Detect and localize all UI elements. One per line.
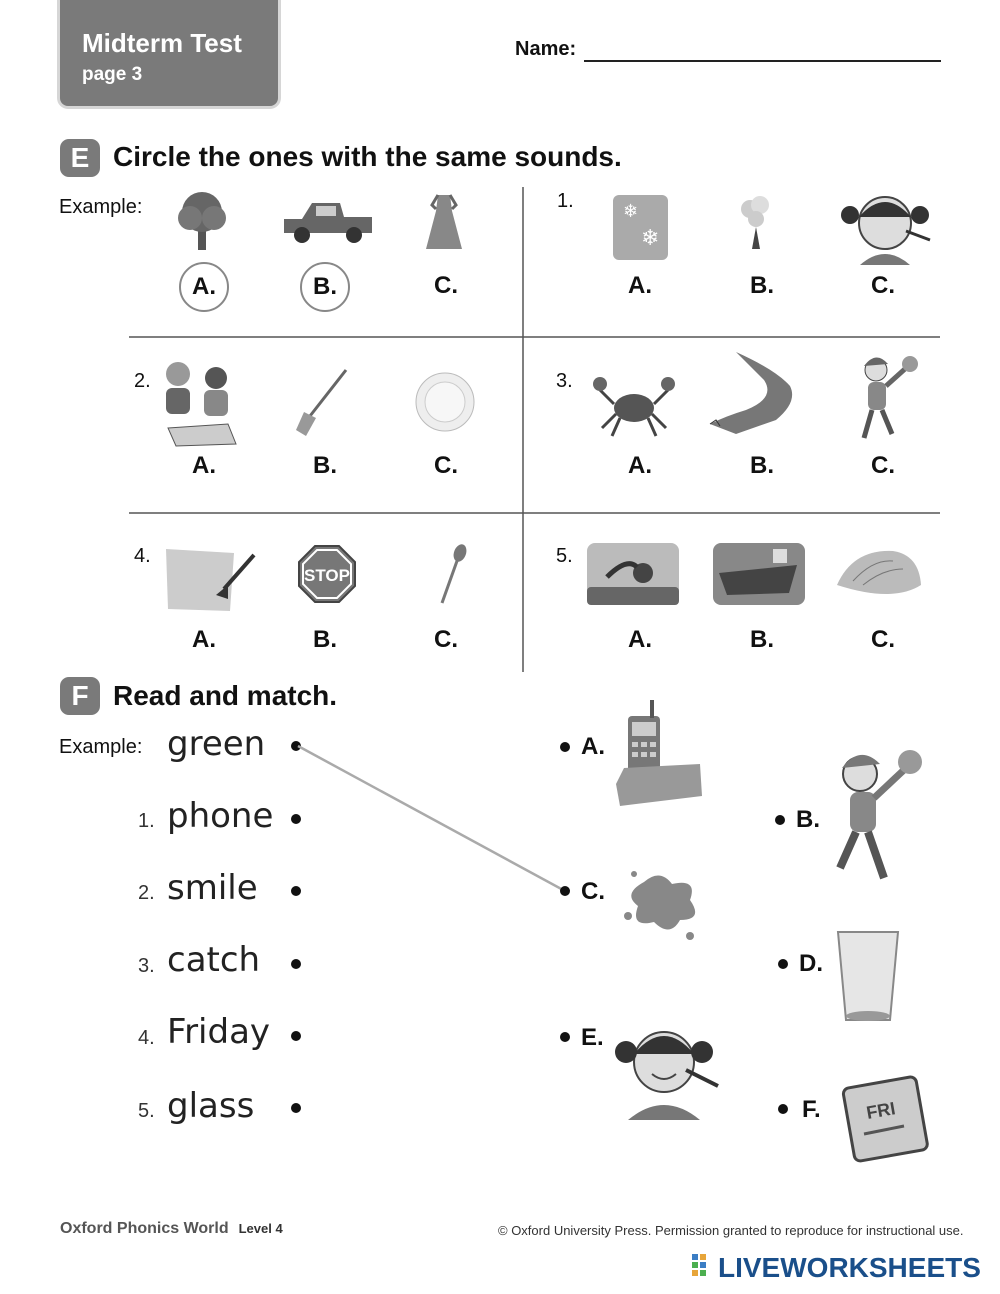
svg-text:FRI: FRI xyxy=(864,1098,897,1123)
calendar-friday-icon xyxy=(840,1072,930,1162)
answer-label-f: F. xyxy=(802,1096,821,1123)
q5-option-c[interactable]: C. xyxy=(871,626,895,653)
liveworksheets-logo-icon xyxy=(692,1254,714,1276)
answer-dot-d[interactable] xyxy=(778,959,788,969)
girl-smiling-icon xyxy=(612,1014,722,1120)
q4-option-b[interactable]: B. xyxy=(313,626,337,653)
question-4-number: 4. xyxy=(134,545,151,567)
section-f-badge: F xyxy=(60,677,100,715)
example-option-b[interactable]: B. xyxy=(300,262,350,312)
q1-option-c[interactable]: C. xyxy=(871,272,895,299)
section-e-badge: E xyxy=(60,139,100,177)
match-num-1: 1. xyxy=(138,810,155,832)
q3-option-a[interactable]: A. xyxy=(628,452,652,479)
match-word-3: catch xyxy=(167,940,261,980)
match-num-5: 5. xyxy=(138,1100,155,1122)
match-example-label: Example: xyxy=(59,736,143,758)
svg-text:STOP: STOP xyxy=(304,566,350,585)
match-word-5: glass xyxy=(167,1086,255,1126)
liveworksheets-watermark: LIVEWORKSHEETS xyxy=(718,1252,981,1283)
match-word-1: phone xyxy=(167,796,274,836)
footer-level: Level 4 xyxy=(238,1221,283,1236)
footer-brand xyxy=(60,1220,283,1238)
answer-dot-b[interactable] xyxy=(775,815,785,825)
answer-dot-a[interactable] xyxy=(560,742,570,752)
answer-dot-f[interactable] xyxy=(778,1104,788,1114)
match-num-4: 4. xyxy=(138,1027,155,1049)
example-option-a[interactable]: A. xyxy=(179,262,229,312)
svg-text:❄: ❄ xyxy=(623,201,639,222)
phone-icon xyxy=(614,698,704,810)
q2-option-c[interactable]: C. xyxy=(434,452,458,479)
q4-option-c[interactable]: C. xyxy=(434,626,458,653)
q2-option-b[interactable]: B. xyxy=(313,452,337,479)
q4-option-a[interactable]: A. xyxy=(192,626,216,653)
footer-copyright: © Oxford University Press. Permission granted to reproduce for instructional use. xyxy=(498,1223,964,1238)
answer-label-a: A. xyxy=(581,733,605,760)
q1-option-a[interactable]: A. xyxy=(628,272,652,299)
name-label: Name: xyxy=(515,38,577,60)
q5-option-b[interactable]: B. xyxy=(750,626,774,653)
q2-option-a[interactable]: A. xyxy=(192,452,216,479)
q3-option-b[interactable]: B. xyxy=(750,452,774,479)
answer-label-d: D. xyxy=(799,950,823,977)
match-num-2: 2. xyxy=(138,882,155,904)
answer-dot-c[interactable] xyxy=(560,886,570,896)
answer-dot-e[interactable] xyxy=(560,1032,570,1042)
glass-icon xyxy=(836,928,901,1026)
example-option-c[interactable]: C. xyxy=(434,272,458,299)
question-5-number: 5. xyxy=(556,545,573,567)
paint-splash-icon xyxy=(620,864,705,944)
question-2-number: 2. xyxy=(134,370,151,392)
q3-option-c[interactable]: C. xyxy=(871,452,895,479)
q1-option-b[interactable]: B. xyxy=(750,272,774,299)
match-word-2: smile xyxy=(167,868,258,908)
match-word-4: Friday xyxy=(167,1012,271,1052)
q5-option-a[interactable]: A. xyxy=(628,626,652,653)
question-3-number: 3. xyxy=(556,370,573,392)
match-num-3: 3. xyxy=(138,955,155,977)
answer-label-c: C. xyxy=(581,878,605,905)
example-label: Example: xyxy=(59,196,143,218)
svg-text:❄: ❄ xyxy=(641,226,660,251)
section-e-title: Circle the ones with the same sounds. xyxy=(113,141,622,172)
answer-label-b: B. xyxy=(796,806,820,833)
footer-brand-name: Oxford Phonics World xyxy=(60,1220,229,1237)
boy-catching-icon xyxy=(828,738,928,888)
answer-label-e: E. xyxy=(581,1024,604,1051)
match-word-example: green xyxy=(167,724,266,764)
page-number: page 3 xyxy=(82,64,143,85)
section-f-title: Read and match. xyxy=(113,680,338,711)
page-title: Midterm Test xyxy=(82,28,242,58)
question-1-number: 1. xyxy=(557,190,574,212)
